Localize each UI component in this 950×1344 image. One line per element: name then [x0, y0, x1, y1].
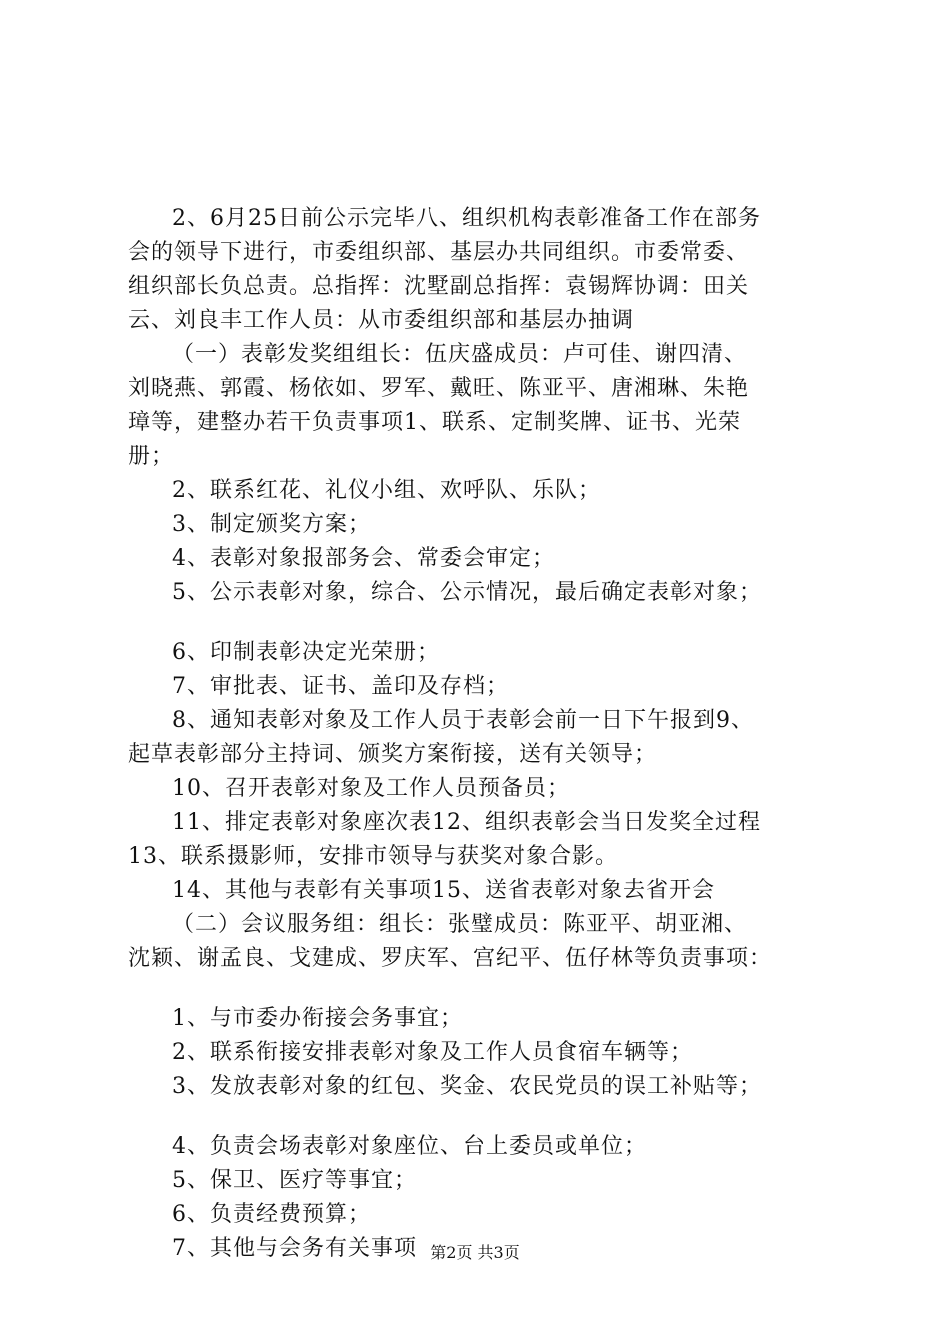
list-item: 3、制定颁奖方案；: [172, 512, 371, 537]
paragraph-line: 会的领导下进行，市委组织部、基层办共同组织。市委常委、: [128, 240, 750, 265]
list-item: 2、联系红花、礼仪小组、欢呼队、乐队；: [172, 478, 601, 503]
paragraph-line: 组织部长负总责。总指挥：沈墅副总指挥：袁锡辉协调：田关: [128, 274, 750, 299]
paragraph-line: 13、联系摄影师，安排市领导与获奖对象合影。: [128, 844, 618, 869]
list-item: 10、召开表彰对象及工作人员预备员；: [172, 776, 570, 801]
list-item: 4、表彰对象报部务会、常委会审定；: [172, 546, 555, 571]
paragraph-line: 沈颖、谢孟良、戈建成、罗庆军、宫纪平、伍仔林等负责事项：: [128, 946, 773, 971]
list-item: 5、保卫、医疗等事宜；: [172, 1168, 417, 1193]
list-item: 2、联系衔接安排表彰对象及工作人员食宿车辆等；: [172, 1040, 693, 1065]
list-item: 7、审批表、证书、盖印及存档；: [172, 674, 509, 699]
list-item: 3、发放表彰对象的红包、奖金、农民党员的误工补贴等；: [172, 1074, 762, 1099]
paragraph-line: 云、刘良丰工作人员：从市委组织部和基层办抽调: [128, 308, 635, 333]
list-item: 1、与市委办衔接会务事宜；: [172, 1006, 463, 1031]
list-item: 6、印制表彰决定光荣册；: [172, 640, 440, 665]
paragraph-line: 2、6月25日前公示完毕八、组织机构表彰准备工作在部务: [172, 206, 761, 231]
paragraph-line: 起草表彰部分主持词、颁奖方案衔接，送有关领导；: [128, 742, 658, 767]
paragraph-line: （二）会议服务组：组长：张璧成员：陈亚平、胡亚湘、: [172, 912, 748, 937]
paragraph-line: （一）表彰发奖组组长：伍庆盛成员：卢可佳、谢四清、: [172, 342, 748, 367]
document-body: [128, 202, 828, 1266]
list-item: 8、通知表彰对象及工作人员于表彰会前一日下午报到9、: [172, 708, 754, 733]
list-item: 14、其他与表彰有关事项15、送省表彰对象去省开会: [172, 878, 715, 903]
page-number-footer: 第2页 共3页: [430, 1243, 520, 1262]
list-item: 11、排定表彰对象座次表12、组织表彰会当日发奖全过程: [172, 810, 761, 835]
spacer: [128, 976, 828, 1002]
list-item: 6、负责经费预算；: [172, 1202, 371, 1227]
list-item: 7、其他与会务有关事项: [172, 1236, 417, 1261]
spacer: [128, 1104, 828, 1130]
spacer: [128, 610, 828, 636]
paragraph-line: 刘晓燕、郭霞、杨依如、罗军、戴旺、陈亚平、唐湘琳、朱艳: [128, 376, 750, 401]
paragraph-line: 璋等，建整办若干负责事项1、联系、定制奖牌、证书、光荣: [128, 410, 741, 435]
list-item: 5、公示表彰对象，综合、公示情况，最后确定表彰对象；: [172, 580, 762, 605]
paragraph-line: 册；: [128, 444, 175, 469]
list-item: 4、负责会场表彰对象座位、台上委员或单位；: [172, 1134, 647, 1159]
